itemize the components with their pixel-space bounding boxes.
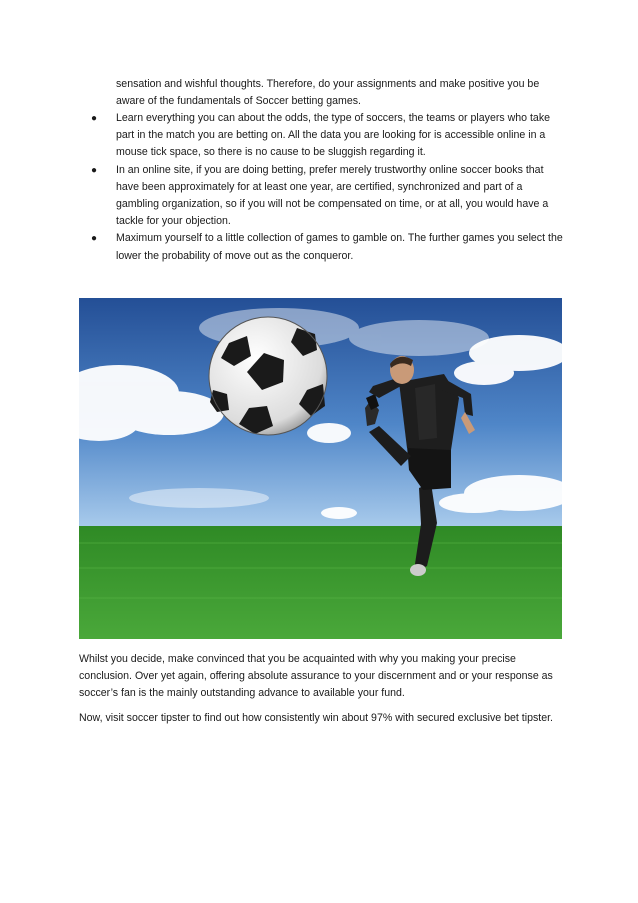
list-item-text: Maximum yourself to a little collection of games to gamble on. The further games you select the lower the probability of move out as the conqueror. <box>116 232 563 262</box>
list-item-text: In an online site, if you are doing betting, prefer merely trustworthy online soccer books that have been approximately for at least one year, are certified, synchronized and part of a gambling organization, so if you will not be compensated on time, or at all, you would have a tackle for your objection. <box>116 163 549 228</box>
list-item <box>91 230 566 264</box>
list-item <box>91 162 566 231</box>
list-item <box>91 110 566 162</box>
list-item-text: Learn everything you can about the odds, the type of soccers, the teams or players who take part in the match you are betting on. All the data you are looking for is accessible online in a mouse tick space, so there is no cause to be sluggish regarding it. <box>116 112 551 159</box>
bullet-icon: ● <box>91 113 98 124</box>
bullet-icon: ● <box>91 164 98 176</box>
soccer-photo-icon <box>79 298 562 639</box>
tips-list <box>91 110 566 265</box>
soccer-ball-icon <box>209 317 327 435</box>
paragraph: Whilst you decide, make convinced that you be acquainted with why you making your precise conclusion. Over yet again, offering absolute assurance to your discernment and or your response as soccer’s fan is the mainly outstanding advance to available your fund. <box>79 653 553 700</box>
soccer-photo <box>79 298 562 639</box>
continued-paragraph: sensation and wishful thoughts. Therefore, do your assignments and make positive you be aware of the fundamentals of Soccer betting games. <box>116 78 540 108</box>
bullet-icon: ● <box>91 233 98 245</box>
paragraph: Now, visit soccer tipster to find out how consistently win about 97% with secured exclusive bet tipster. <box>79 712 554 724</box>
